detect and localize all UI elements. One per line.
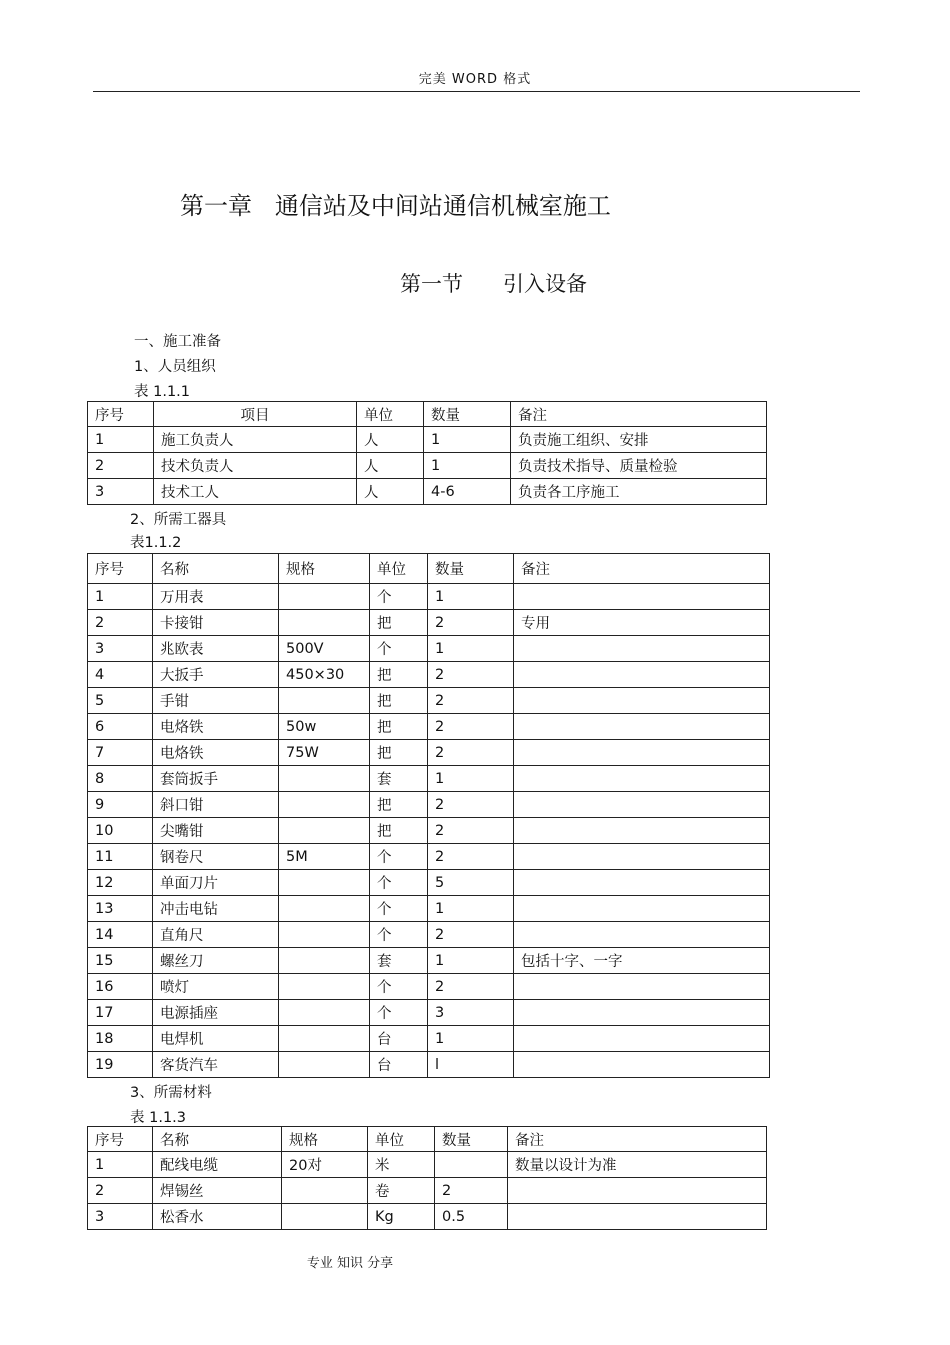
table-cell: 2	[428, 610, 514, 636]
table-cell: 12	[88, 870, 153, 896]
table-cell	[435, 1152, 508, 1178]
table-cell: 配线电缆	[153, 1152, 282, 1178]
table-cell: 台	[370, 1052, 428, 1078]
table-cell: 2	[435, 1178, 508, 1204]
table-row	[88, 844, 770, 870]
table-row	[88, 688, 770, 714]
col-header: 项目	[154, 402, 357, 427]
table-cell: 450×30	[279, 662, 370, 688]
table-cell	[279, 1000, 370, 1026]
table-cell: 1	[428, 636, 514, 662]
table-cell: 2	[428, 662, 514, 688]
table-cell	[279, 584, 370, 610]
table-cell: 套	[370, 766, 428, 792]
table-cell: 4	[88, 662, 153, 688]
col-header: 单位	[370, 554, 428, 584]
table-row	[88, 974, 770, 1000]
table-cell: 1	[428, 896, 514, 922]
table-cell	[279, 974, 370, 1000]
table-cell: 螺丝刀	[153, 948, 279, 974]
table-cell: 5	[428, 870, 514, 896]
table-cell	[279, 766, 370, 792]
header-rule	[93, 91, 860, 92]
table-row	[88, 740, 770, 766]
table-cell: 把	[370, 740, 428, 766]
table-cell: 个	[370, 844, 428, 870]
col-header: 数量	[428, 554, 514, 584]
table-cell	[279, 610, 370, 636]
table-cell	[282, 1204, 368, 1230]
prep-heading: 一、施工准备	[134, 334, 221, 350]
table-cell	[279, 1026, 370, 1052]
table-cell: 13	[88, 896, 153, 922]
col-header: 规格	[279, 554, 370, 584]
table-cell: 3	[428, 1000, 514, 1026]
table-row	[88, 610, 770, 636]
table-cell: 台	[370, 1026, 428, 1052]
table-cell: 500V	[279, 636, 370, 662]
table-cell: 把	[370, 688, 428, 714]
table-cell: 客货汽车	[153, 1052, 279, 1078]
col-header: 序号	[88, 1127, 153, 1152]
table-cell: 7	[88, 740, 153, 766]
table-cell: 专用	[514, 610, 770, 636]
table-cell: 16	[88, 974, 153, 1000]
table-cell	[514, 662, 770, 688]
table-cell: 技术负责人	[154, 453, 357, 479]
table-row	[88, 818, 770, 844]
table-row	[88, 766, 770, 792]
table-cell	[514, 1000, 770, 1026]
table-cell	[514, 870, 770, 896]
table-cell	[514, 636, 770, 662]
col-header: 数量	[435, 1127, 508, 1152]
table-cell	[514, 896, 770, 922]
table-cell: 电烙铁	[153, 740, 279, 766]
table-cell: 1	[428, 1026, 514, 1052]
table-cell: 单面刀片	[153, 870, 279, 896]
table-row	[88, 870, 770, 896]
table-cell: 米	[368, 1152, 435, 1178]
table-cell: 2	[428, 818, 514, 844]
table-cell: 17	[88, 1000, 153, 1026]
table-cell: 1	[424, 427, 511, 453]
table-row	[88, 1178, 767, 1204]
table-cell: 电源插座	[153, 1000, 279, 1026]
table-row	[88, 1000, 770, 1026]
chapter-title: 第一章 通信站及中间站通信机械室施工	[180, 192, 611, 220]
table-cell: 直角尺	[153, 922, 279, 948]
table-cell: 喷灯	[153, 974, 279, 1000]
table-cell: 2	[428, 740, 514, 766]
table-cell	[514, 818, 770, 844]
table-cell: 焊锡丝	[153, 1178, 282, 1204]
table-cell	[279, 870, 370, 896]
table-cell: 把	[370, 714, 428, 740]
table-cell	[514, 766, 770, 792]
table-cell: 个	[370, 1000, 428, 1026]
page-header: 完美 WORD 格式	[418, 72, 532, 87]
table-cell	[514, 974, 770, 1000]
table-cell: 人	[357, 453, 424, 479]
table-cell: 卡接钳	[153, 610, 279, 636]
col-header: 名称	[153, 554, 279, 584]
table-cell	[279, 792, 370, 818]
table-cell: 50w	[279, 714, 370, 740]
col-header: 单位	[357, 402, 424, 427]
table-cell: 2	[428, 974, 514, 1000]
page-footer: 专业 知识 分享	[306, 1256, 394, 1271]
table-row	[88, 792, 770, 818]
personnel-table	[87, 401, 767, 505]
col-header: 序号	[88, 402, 154, 427]
table-cell	[514, 922, 770, 948]
table-row	[88, 1204, 767, 1230]
table-header-row	[88, 1127, 767, 1152]
table-cell: 负责各工序施工	[511, 479, 767, 505]
table-cell: 2	[428, 844, 514, 870]
table-cell: 2	[88, 453, 154, 479]
tools-table-label: 表1.1.2	[130, 535, 182, 551]
table-cell: 3	[88, 479, 154, 505]
table-cell: 个	[370, 584, 428, 610]
table-cell: 3	[88, 636, 153, 662]
table-cell	[279, 1052, 370, 1078]
table-cell: 8	[88, 766, 153, 792]
table-cell: 1	[428, 766, 514, 792]
personnel-heading: 1、人员组织	[134, 359, 216, 375]
tools-table	[87, 553, 770, 1078]
table-cell: 套	[370, 948, 428, 974]
table-row	[88, 453, 767, 479]
table-cell: 电焊机	[153, 1026, 279, 1052]
table-cell: 斜口钳	[153, 792, 279, 818]
table-cell: 套筒扳手	[153, 766, 279, 792]
table-cell: 1	[88, 427, 154, 453]
table-cell: 3	[88, 1204, 153, 1230]
table-cell: 1	[428, 584, 514, 610]
table-cell: 5	[88, 688, 153, 714]
table-cell: 个	[370, 974, 428, 1000]
table-cell: 把	[370, 662, 428, 688]
table-cell: 1	[88, 1152, 153, 1178]
table-cell: 75W	[279, 740, 370, 766]
table-cell: 电烙铁	[153, 714, 279, 740]
table-cell	[514, 714, 770, 740]
table-cell: 11	[88, 844, 153, 870]
table-row	[88, 662, 770, 688]
materials-table	[87, 1126, 767, 1230]
table-cell	[514, 1052, 770, 1078]
table-cell: 兆欧表	[153, 636, 279, 662]
table-cell: Kg	[368, 1204, 435, 1230]
table-cell: 个	[370, 636, 428, 662]
table-cell	[279, 896, 370, 922]
table-cell: 把	[370, 610, 428, 636]
table-cell: 把	[370, 792, 428, 818]
table-cell: 14	[88, 922, 153, 948]
table-cell: l	[428, 1052, 514, 1078]
col-header: 名称	[153, 1127, 282, 1152]
table-cell	[514, 584, 770, 610]
table-header-row	[88, 402, 767, 427]
table-row	[88, 948, 770, 974]
table-row	[88, 922, 770, 948]
table-cell: 2	[88, 1178, 153, 1204]
table-cell: 2	[428, 688, 514, 714]
table-cell: 数量以设计为准	[508, 1152, 767, 1178]
table-cell: 松香水	[153, 1204, 282, 1230]
table-row	[88, 714, 770, 740]
table-cell: 个	[370, 870, 428, 896]
col-header: 备注	[511, 402, 767, 427]
table-cell: 技术工人	[154, 479, 357, 505]
table-cell: 1	[428, 948, 514, 974]
table-cell: 19	[88, 1052, 153, 1078]
table-cell: 负责技术指导、质量检验	[511, 453, 767, 479]
table-header-row	[88, 554, 770, 584]
table-cell: 0.5	[435, 1204, 508, 1230]
table-cell	[279, 688, 370, 714]
table-cell: 包括十字、一字	[514, 948, 770, 974]
table-cell: 尖嘴钳	[153, 818, 279, 844]
table-cell: 个	[370, 922, 428, 948]
table-cell	[514, 844, 770, 870]
table-cell: 20对	[282, 1152, 368, 1178]
table-cell: 6	[88, 714, 153, 740]
materials-heading: 3、所需材料	[130, 1085, 212, 1101]
table-cell: 万用表	[153, 584, 279, 610]
table-cell: 9	[88, 792, 153, 818]
col-header: 规格	[282, 1127, 368, 1152]
col-header: 单位	[368, 1127, 435, 1152]
table-cell: 施工负责人	[154, 427, 357, 453]
table-row	[88, 427, 767, 453]
table-cell	[514, 688, 770, 714]
table-cell	[514, 792, 770, 818]
table-cell: 2	[428, 714, 514, 740]
table-cell: 大扳手	[153, 662, 279, 688]
table-cell: 1	[88, 584, 153, 610]
col-header: 数量	[424, 402, 511, 427]
table-cell	[514, 1026, 770, 1052]
table-cell: 2	[88, 610, 153, 636]
table-cell: 人	[357, 427, 424, 453]
table-cell: 18	[88, 1026, 153, 1052]
table-row	[88, 896, 770, 922]
table-cell: 手钳	[153, 688, 279, 714]
table-row	[88, 636, 770, 662]
table-cell: 1	[424, 453, 511, 479]
table-cell: 5M	[279, 844, 370, 870]
table-cell	[279, 948, 370, 974]
table-cell	[508, 1178, 767, 1204]
table-cell: 把	[370, 818, 428, 844]
col-header: 备注	[514, 554, 770, 584]
section-title: 第一节 引入设备	[400, 272, 588, 296]
table-cell: 15	[88, 948, 153, 974]
table-cell: 钢卷尺	[153, 844, 279, 870]
table-cell	[279, 818, 370, 844]
table-row	[88, 1152, 767, 1178]
personnel-table-label: 表 1.1.1	[134, 384, 191, 400]
table-cell: 2	[428, 792, 514, 818]
tools-heading: 2、所需工器具	[130, 512, 227, 528]
table-cell: 2	[428, 922, 514, 948]
table-row	[88, 1052, 770, 1078]
table-cell: 冲击电钻	[153, 896, 279, 922]
col-header: 序号	[88, 554, 153, 584]
table-cell: 负责施工组织、安排	[511, 427, 767, 453]
table-cell: 个	[370, 896, 428, 922]
table-row	[88, 584, 770, 610]
table-cell	[508, 1204, 767, 1230]
table-cell: 4-6	[424, 479, 511, 505]
table-cell	[514, 740, 770, 766]
table-cell: 人	[357, 479, 424, 505]
table-cell: 卷	[368, 1178, 435, 1204]
table-cell	[279, 922, 370, 948]
table-cell: 10	[88, 818, 153, 844]
table-row	[88, 1026, 770, 1052]
materials-table-label: 表 1.1.3	[130, 1110, 187, 1126]
col-header: 备注	[508, 1127, 767, 1152]
table-row	[88, 479, 767, 505]
table-cell	[282, 1178, 368, 1204]
